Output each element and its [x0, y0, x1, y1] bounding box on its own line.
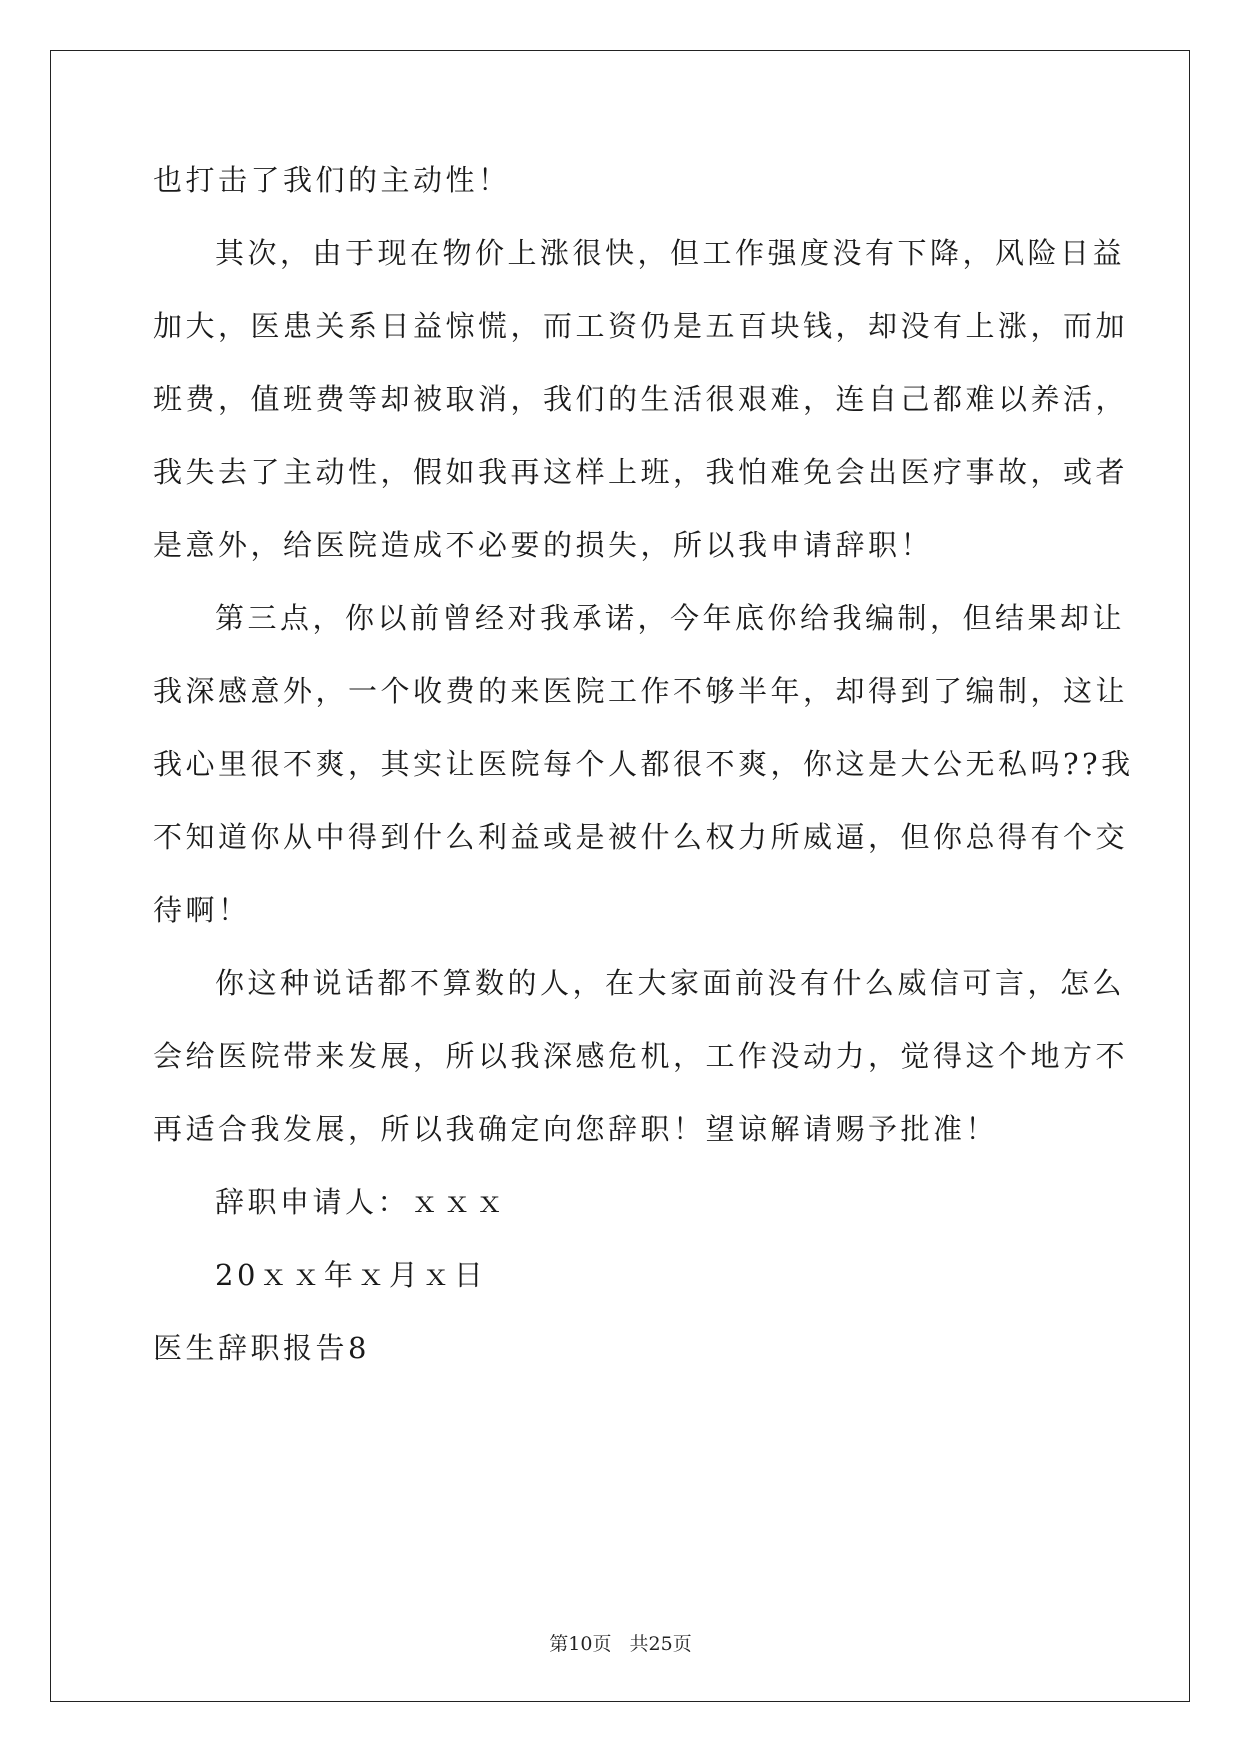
paragraph-line: 我深感意外，一个收费的来医院工作不够半年，却得到了编制，这让 — [153, 674, 1129, 708]
signature-line: 辞职申请人：ｘｘｘ — [215, 1185, 508, 1219]
paragraph-line: 我心里很不爽，其实让医院每个人都很不爽，你这是大公无私吗??我 — [153, 747, 1134, 781]
paragraph-line: 不知道你从中得到什么利益或是被什么权力所威逼，但你总得有个交 — [153, 820, 1129, 854]
paragraph-line: 班费，值班费等却被取消，我们的生活很艰难，连自己都难以养活， — [153, 382, 1129, 416]
paragraph-line: 其次，由于现在物价上涨很快，但工作强度没有下降，风险日益 — [215, 236, 1126, 270]
paragraph-line: 你这种说话都不算数的人，在大家面前没有什么威信可言，怎么 — [215, 966, 1126, 1000]
paragraph-line: 我失去了主动性，假如我再这样上班，我怕难免会出医疗事故，或者 — [153, 455, 1129, 489]
page-frame — [50, 50, 1190, 1702]
date-line: 20ｘｘ年ｘ月ｘ日 — [215, 1258, 487, 1292]
section-heading: 医生辞职报告8 — [153, 1331, 370, 1365]
paragraph-line: 会给医院带来发展，所以我深感危机，工作没动力，觉得这个地方不 — [153, 1039, 1129, 1073]
paragraph-line: 第三点，你以前曾经对我承诺，今年底你给我编制，但结果却让 — [215, 601, 1126, 635]
paragraph-line: 再适合我发展，所以我确定向您辞职！望谅解请赐予批准！ — [153, 1112, 999, 1146]
page-total: 共25页 — [629, 1633, 692, 1655]
paragraph-line: 待啊！ — [153, 893, 251, 927]
page-footer — [0, 1632, 1241, 1656]
paragraph-line: 是意外，给医院造成不必要的损失，所以我申请辞职！ — [153, 528, 934, 562]
page-number: 第10页 — [549, 1633, 612, 1655]
paragraph-line: 也打击了我们的主动性！ — [153, 163, 511, 197]
paragraph-line: 加大，医患关系日益惊慌，而工资仍是五百块钱，却没有上涨，而加 — [153, 309, 1129, 343]
